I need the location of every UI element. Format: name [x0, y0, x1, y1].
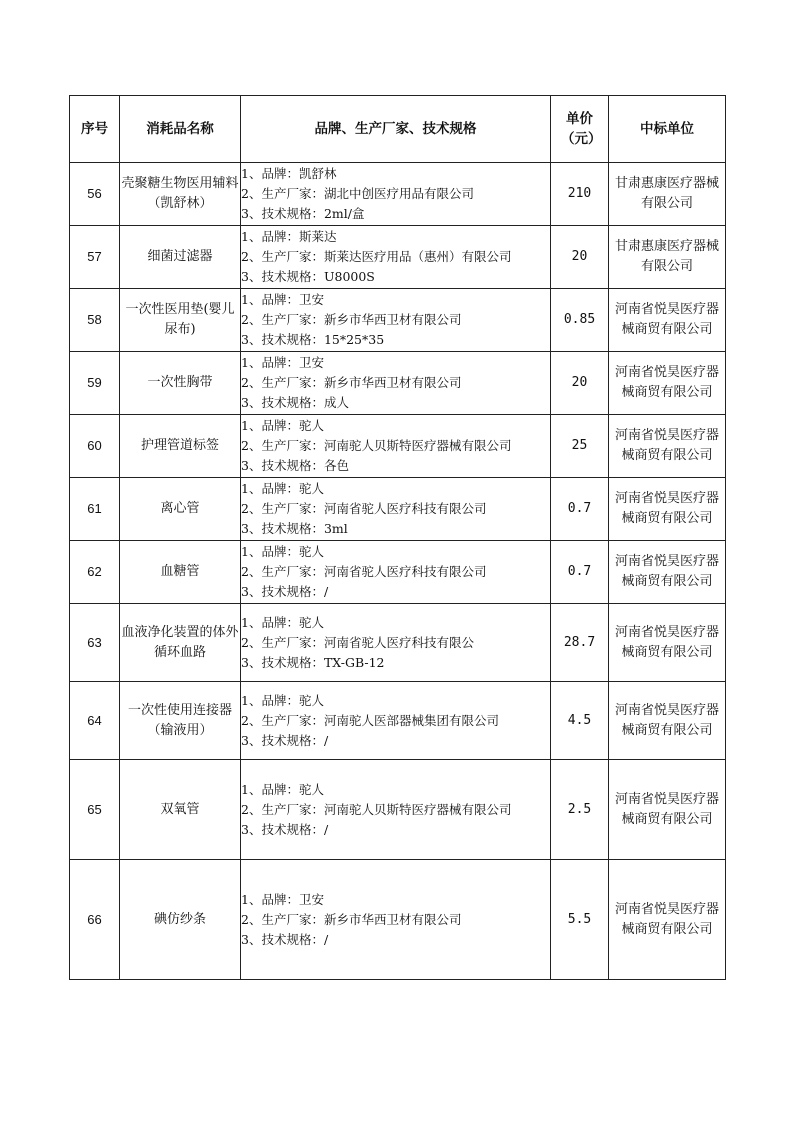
- spec-maker: 2、生产厂家：河南省驼人医疗科技有限公司: [241, 501, 487, 516]
- spec-maker: 2、生产厂家：河南省驼人医疗科技有限公司: [241, 564, 487, 579]
- spec-brand: 1、品牌：驼人: [241, 781, 324, 797]
- table-row: [70, 604, 726, 682]
- table-row: [70, 760, 726, 860]
- item-vendor: 河南省悦昊医疗器械商贸有限公司: [609, 541, 726, 604]
- spec-maker: 2、生产厂家：新乡市华西卫材有限公司: [241, 911, 462, 927]
- item-price: 2.5: [551, 760, 609, 860]
- spec-tech: 3、技术规格：/: [241, 821, 329, 837]
- item-vendor: 河南省悦昊医疗器械商贸有限公司: [609, 415, 726, 478]
- header-spec: 品牌、生产厂家、技术规格: [241, 96, 551, 163]
- item-name: 一次性使用连接器（输液用）: [120, 682, 241, 760]
- item-vendor: 河南省悦昊医疗器械商贸有限公司: [609, 760, 726, 860]
- item-spec: [241, 415, 551, 478]
- item-spec: [241, 760, 551, 860]
- consumables-table: [69, 95, 726, 980]
- row-number: 65: [70, 760, 120, 860]
- table-row: [70, 226, 726, 289]
- item-vendor: 河南省悦昊医疗器械商贸有限公司: [609, 352, 726, 415]
- spec-tech: 3、技术规格：/: [241, 931, 329, 947]
- spec-brand: 1、品牌：卫安: [241, 891, 324, 907]
- item-spec: [241, 682, 551, 760]
- spec-maker: 2、生产厂家：河南驼人贝斯特医疗器械有限公司: [241, 438, 512, 453]
- spec-brand: 1、品牌：凯舒林: [241, 166, 337, 181]
- item-price: 0.7: [551, 478, 609, 541]
- header-price: 单价（元）: [551, 96, 609, 163]
- row-number: 62: [70, 541, 120, 604]
- spec-maker: 2、生产厂家：河南省驼人医疗科技有限公: [241, 634, 474, 650]
- item-price: 20: [551, 226, 609, 289]
- item-name: 一次性医用垫(婴儿尿布): [120, 289, 241, 352]
- header-no: 序号: [70, 96, 120, 163]
- spec-tech: 3、技术规格：成人: [241, 395, 349, 410]
- item-vendor: 河南省悦昊医疗器械商贸有限公司: [609, 604, 726, 682]
- item-vendor: 河南省悦昊医疗器械商贸有限公司: [609, 289, 726, 352]
- table-row: [70, 163, 726, 226]
- item-name: 护理管道标签: [120, 415, 241, 478]
- spec-tech: 3、技术规格：3ml: [241, 521, 348, 536]
- spec-tech: 3、技术规格：15*25*35: [241, 332, 385, 347]
- row-number: 61: [70, 478, 120, 541]
- item-vendor: 河南省悦昊医疗器械商贸有限公司: [609, 682, 726, 760]
- item-price: 28.7: [551, 604, 609, 682]
- item-name: 离心管: [120, 478, 241, 541]
- item-spec: [241, 226, 551, 289]
- table-row: [70, 289, 726, 352]
- spec-brand: 1、品牌：驼人: [241, 481, 324, 496]
- item-name: 壳聚糖生物医用辅料（凯舒林）: [120, 163, 241, 226]
- item-name: 碘仿纱条: [120, 860, 241, 980]
- header-name: 消耗品名称: [120, 96, 241, 163]
- item-name: 血液净化装置的体外循环血路: [120, 604, 241, 682]
- spec-brand: 1、品牌：卫安: [241, 355, 324, 370]
- spec-tech: 3、技术规格：U8000S: [241, 269, 375, 284]
- row-number: 56: [70, 163, 120, 226]
- item-spec: [241, 478, 551, 541]
- spec-maker: 2、生产厂家：新乡市华西卫材有限公司: [241, 312, 462, 327]
- item-vendor: 甘肃惠康医疗器械有限公司: [609, 163, 726, 226]
- item-name: 双氧管: [120, 760, 241, 860]
- item-name: 一次性胸带: [120, 352, 241, 415]
- row-number: 58: [70, 289, 120, 352]
- item-price: 20: [551, 352, 609, 415]
- spec-maker: 2、生产厂家：河南驼人贝斯特医疗器械有限公司: [241, 801, 512, 817]
- spec-brand: 1、品牌：驼人: [241, 418, 324, 433]
- table-body: [70, 163, 726, 980]
- item-price: 0.7: [551, 541, 609, 604]
- spec-tech: 3、技术规格：各色: [241, 458, 349, 473]
- spec-maker: 2、生产厂家：新乡市华西卫材有限公司: [241, 375, 462, 390]
- item-price: 25: [551, 415, 609, 478]
- spec-maker: 2、生产厂家：湖北中创医疗用品有限公司: [241, 186, 474, 201]
- spec-maker: 2、生产厂家：斯莱达医疗用品（惠州）有限公司: [241, 249, 512, 264]
- table-row: [70, 860, 726, 980]
- row-number: 60: [70, 415, 120, 478]
- spec-tech: 3、技术规格：/: [241, 732, 329, 748]
- item-spec: [241, 541, 551, 604]
- table-row: [70, 352, 726, 415]
- row-number: 63: [70, 604, 120, 682]
- row-number: 64: [70, 682, 120, 760]
- item-spec: [241, 604, 551, 682]
- spec-brand: 1、品牌：驼人: [241, 692, 324, 708]
- table-row: [70, 682, 726, 760]
- table-row: [70, 478, 726, 541]
- row-number: 59: [70, 352, 120, 415]
- spec-tech: 3、技术规格：2ml/盒: [241, 206, 365, 221]
- spec-maker: 2、生产厂家：河南驼人医部器械集团有限公司: [241, 712, 499, 728]
- item-spec: [241, 289, 551, 352]
- item-name: 细菌过滤器: [120, 226, 241, 289]
- table-row: [70, 415, 726, 478]
- item-vendor: 河南省悦昊医疗器械商贸有限公司: [609, 478, 726, 541]
- row-number: 66: [70, 860, 120, 980]
- item-spec: [241, 352, 551, 415]
- item-spec: [241, 163, 551, 226]
- item-vendor: 河南省悦昊医疗器械商贸有限公司: [609, 860, 726, 980]
- spec-brand: 1、品牌：驼人: [241, 614, 324, 630]
- spec-brand: 1、品牌：驼人: [241, 544, 324, 559]
- item-spec: [241, 860, 551, 980]
- item-name: 血糖管: [120, 541, 241, 604]
- item-price: 0.85: [551, 289, 609, 352]
- header-row: [70, 96, 726, 163]
- spec-tech: 3、技术规格：TX-GB-12: [241, 654, 385, 670]
- table-row: [70, 541, 726, 604]
- spec-brand: 1、品牌：卫安: [241, 292, 324, 307]
- spec-tech: 3、技术规格：/: [241, 584, 329, 599]
- item-price: 210: [551, 163, 609, 226]
- item-vendor: 甘肃惠康医疗器械有限公司: [609, 226, 726, 289]
- row-number: 57: [70, 226, 120, 289]
- spec-brand: 1、品牌：斯莱达: [241, 229, 337, 244]
- header-vendor: 中标单位: [609, 96, 726, 163]
- item-price: 4.5: [551, 682, 609, 760]
- item-price: 5.5: [551, 860, 609, 980]
